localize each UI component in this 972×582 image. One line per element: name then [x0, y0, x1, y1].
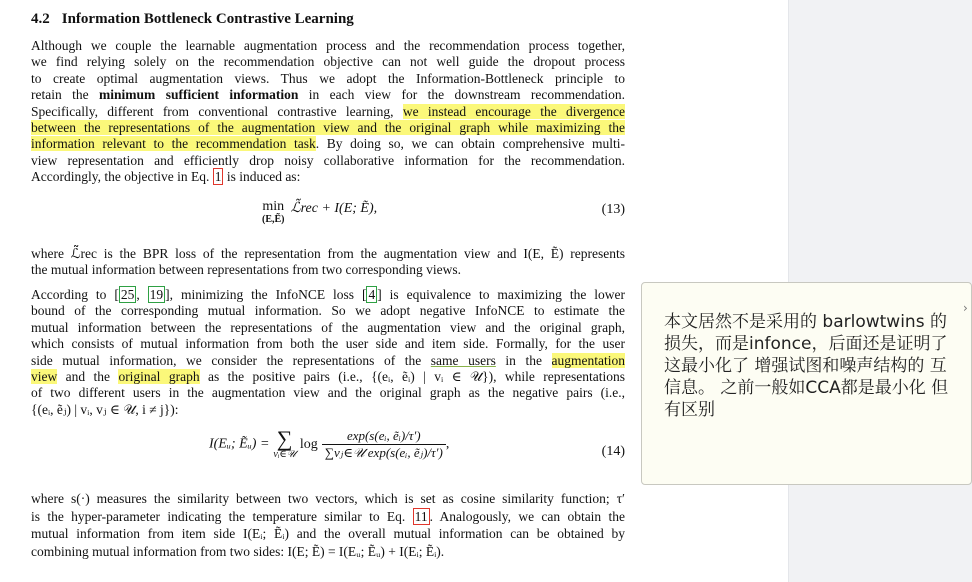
text-line: Although we couple the learnable augmentation process and the recommendation process together, — [31, 38, 625, 53]
text-line: the mutual information between representations from two corresponding views. — [31, 262, 462, 278]
text-line: information relevant to the recommendation task. By doing so, we can obtain comprehensive multi- — [31, 136, 625, 152]
text-line: Specifically, different from conventional contrastive learning, we instead encourage the divergence — [31, 103, 625, 119]
underline-annotation[interactable]: same users — [430, 352, 496, 368]
section-heading — [31, 11, 354, 28]
paragraph-similarity — [31, 490, 625, 560]
comment-note[interactable] — [641, 282, 972, 485]
equation-13 — [31, 200, 625, 230]
text-line: bound of the corresponding mutual information. So we adopt negative InfoNCE to estimate the — [31, 303, 625, 319]
text-line: of two different users in the augmentation view and the original graph as the negative pairs (i.e., — [31, 385, 625, 401]
text-line: {(eᵢ, ẽⱼ) | vᵢ, vⱼ ∈ 𝒰, i ≠ j}): — [31, 401, 179, 417]
highlight-annotation[interactable]: original graph — [118, 369, 200, 385]
text-line: where ℒ̃rec is the BPR loss of the representation from the augmentation view and I(E, Ẽ) represents — [31, 246, 625, 261]
text-line: view representation and efficiently drop noisy collaborative information for the recommendation. — [31, 152, 625, 168]
equation-number: (13) — [601, 202, 625, 217]
text-line: Accordingly, the objective in Eq. 1 is induced as: — [31, 169, 301, 185]
equation-lhs: I(Eᵤ; Ẽᵤ) = — [209, 436, 270, 452]
highlight-annotation[interactable]: view — [31, 369, 58, 385]
min-subscript: (E,Ẽ) — [262, 214, 285, 225]
highlight-annotation[interactable]: between the representations of the augmentation view and the original graph while maximizing the — [31, 120, 625, 136]
text-line: to create optimal augmentation views. Thus we adopt the Information-Bottleneck principle to — [31, 70, 625, 86]
text-line: which consists of mutual information from both the user side and item side. Formally, for the user — [31, 336, 625, 352]
text-line: retain the minimum sufficient information in each view for the downstream recommendation. — [31, 87, 625, 103]
citation-link[interactable]: 19 — [149, 287, 164, 302]
text-line: mutual information from item side I(Eᵢ; Ẽᵢ) and the overall mutual information can be obtained by — [31, 526, 625, 542]
equation-number: (14) — [601, 444, 625, 459]
equation-body: ℒ̃rec + I(E; Ẽ), — [290, 201, 378, 216]
comment-text[interactable]: 本文居然不是采用的 barlowtwins 的损失，而是infonce，后面还是证明了 这最小化了 增强试图和噪声结构的 互信息。 之前一般如CCA都是最小化 但有区别 — [664, 312, 949, 420]
text-line: mutual information between the representations of the augmentation view and the original graph, — [31, 319, 625, 335]
highlight-annotation[interactable]: information relevant to the recommendation task — [31, 136, 316, 152]
text-line — [31, 120, 625, 136]
text-line: According to [ 25 , 19 ], minimizing the InfoNCE loss [ 4 ] is equivalence to maximizing the lower — [31, 287, 626, 302]
citation-link[interactable]: 25 — [120, 287, 135, 302]
text-line: side mutual information, we consider the representations of the same users in the augmentation — [31, 352, 625, 368]
text-line: we find relying solely on the recommendation objective can not well guide the dropout process — [31, 54, 625, 70]
text-line: view and the original graph as the positive pairs (i.e., {(eᵢ, ẽᵢ) | vᵢ ∈ 𝒰}), while representations — [31, 369, 625, 385]
log-operator: log — [299, 436, 318, 452]
highlight-annotation[interactable]: augmentation — [551, 352, 625, 368]
min-operator: min — [262, 199, 285, 214]
section-title: Information Bottleneck Contrastive Learning — [61, 11, 354, 27]
equation-14: I(Eᵤ; Ẽᵤ) = ∑ vᵢ∈𝒰 log $\frac{\text{exp(s(eᵢ, ẽᵢ)/τ′)}}{\text{∑vⱼ∈𝒰 exp(s(eᵢ, ẽⱼ)/τ′)}}$ , (14) — [209, 426, 625, 460]
text-line: is the hyper-parameter indicating the temperature similar to Eq. 11 . Analogously, we can obtain the — [31, 508, 625, 524]
sum-subscript: vᵢ∈𝒰 — [273, 449, 296, 460]
summation-symbol: ∑ — [276, 426, 293, 451]
citation-link[interactable]: 4 — [368, 287, 376, 302]
paragraph-bpr — [31, 246, 625, 279]
fraction-denominator: ∑vⱼ∈𝒰 exp(s(eᵢ, ẽⱼ)/τ′) — [324, 445, 443, 460]
bold-phrase: minimum sufficient information — [99, 87, 299, 103]
equation-link[interactable]: 11 — [414, 508, 428, 524]
equation-link[interactable]: 1 — [214, 169, 222, 185]
highlight-annotation[interactable]: we instead encourage the divergence — [402, 103, 625, 119]
fraction-numerator: exp(s(eᵢ, ẽᵢ)/τ′) — [322, 428, 446, 445]
paragraph-intro — [31, 38, 625, 186]
text-line: where s(·) measures the similarity between two vectors, which is set as cosine similarity function; τ′ — [31, 491, 625, 506]
text-line: combining mutual information from two sides: I(E; Ẽ) = I(Eᵤ; Ẽᵤ) + I(Eᵢ; Ẽᵢ). — [31, 543, 445, 559]
close-icon[interactable]: › — [963, 301, 968, 315]
paragraph-infonce — [31, 287, 625, 418]
section-number: 4.2 — [31, 11, 50, 27]
fraction — [322, 428, 446, 461]
